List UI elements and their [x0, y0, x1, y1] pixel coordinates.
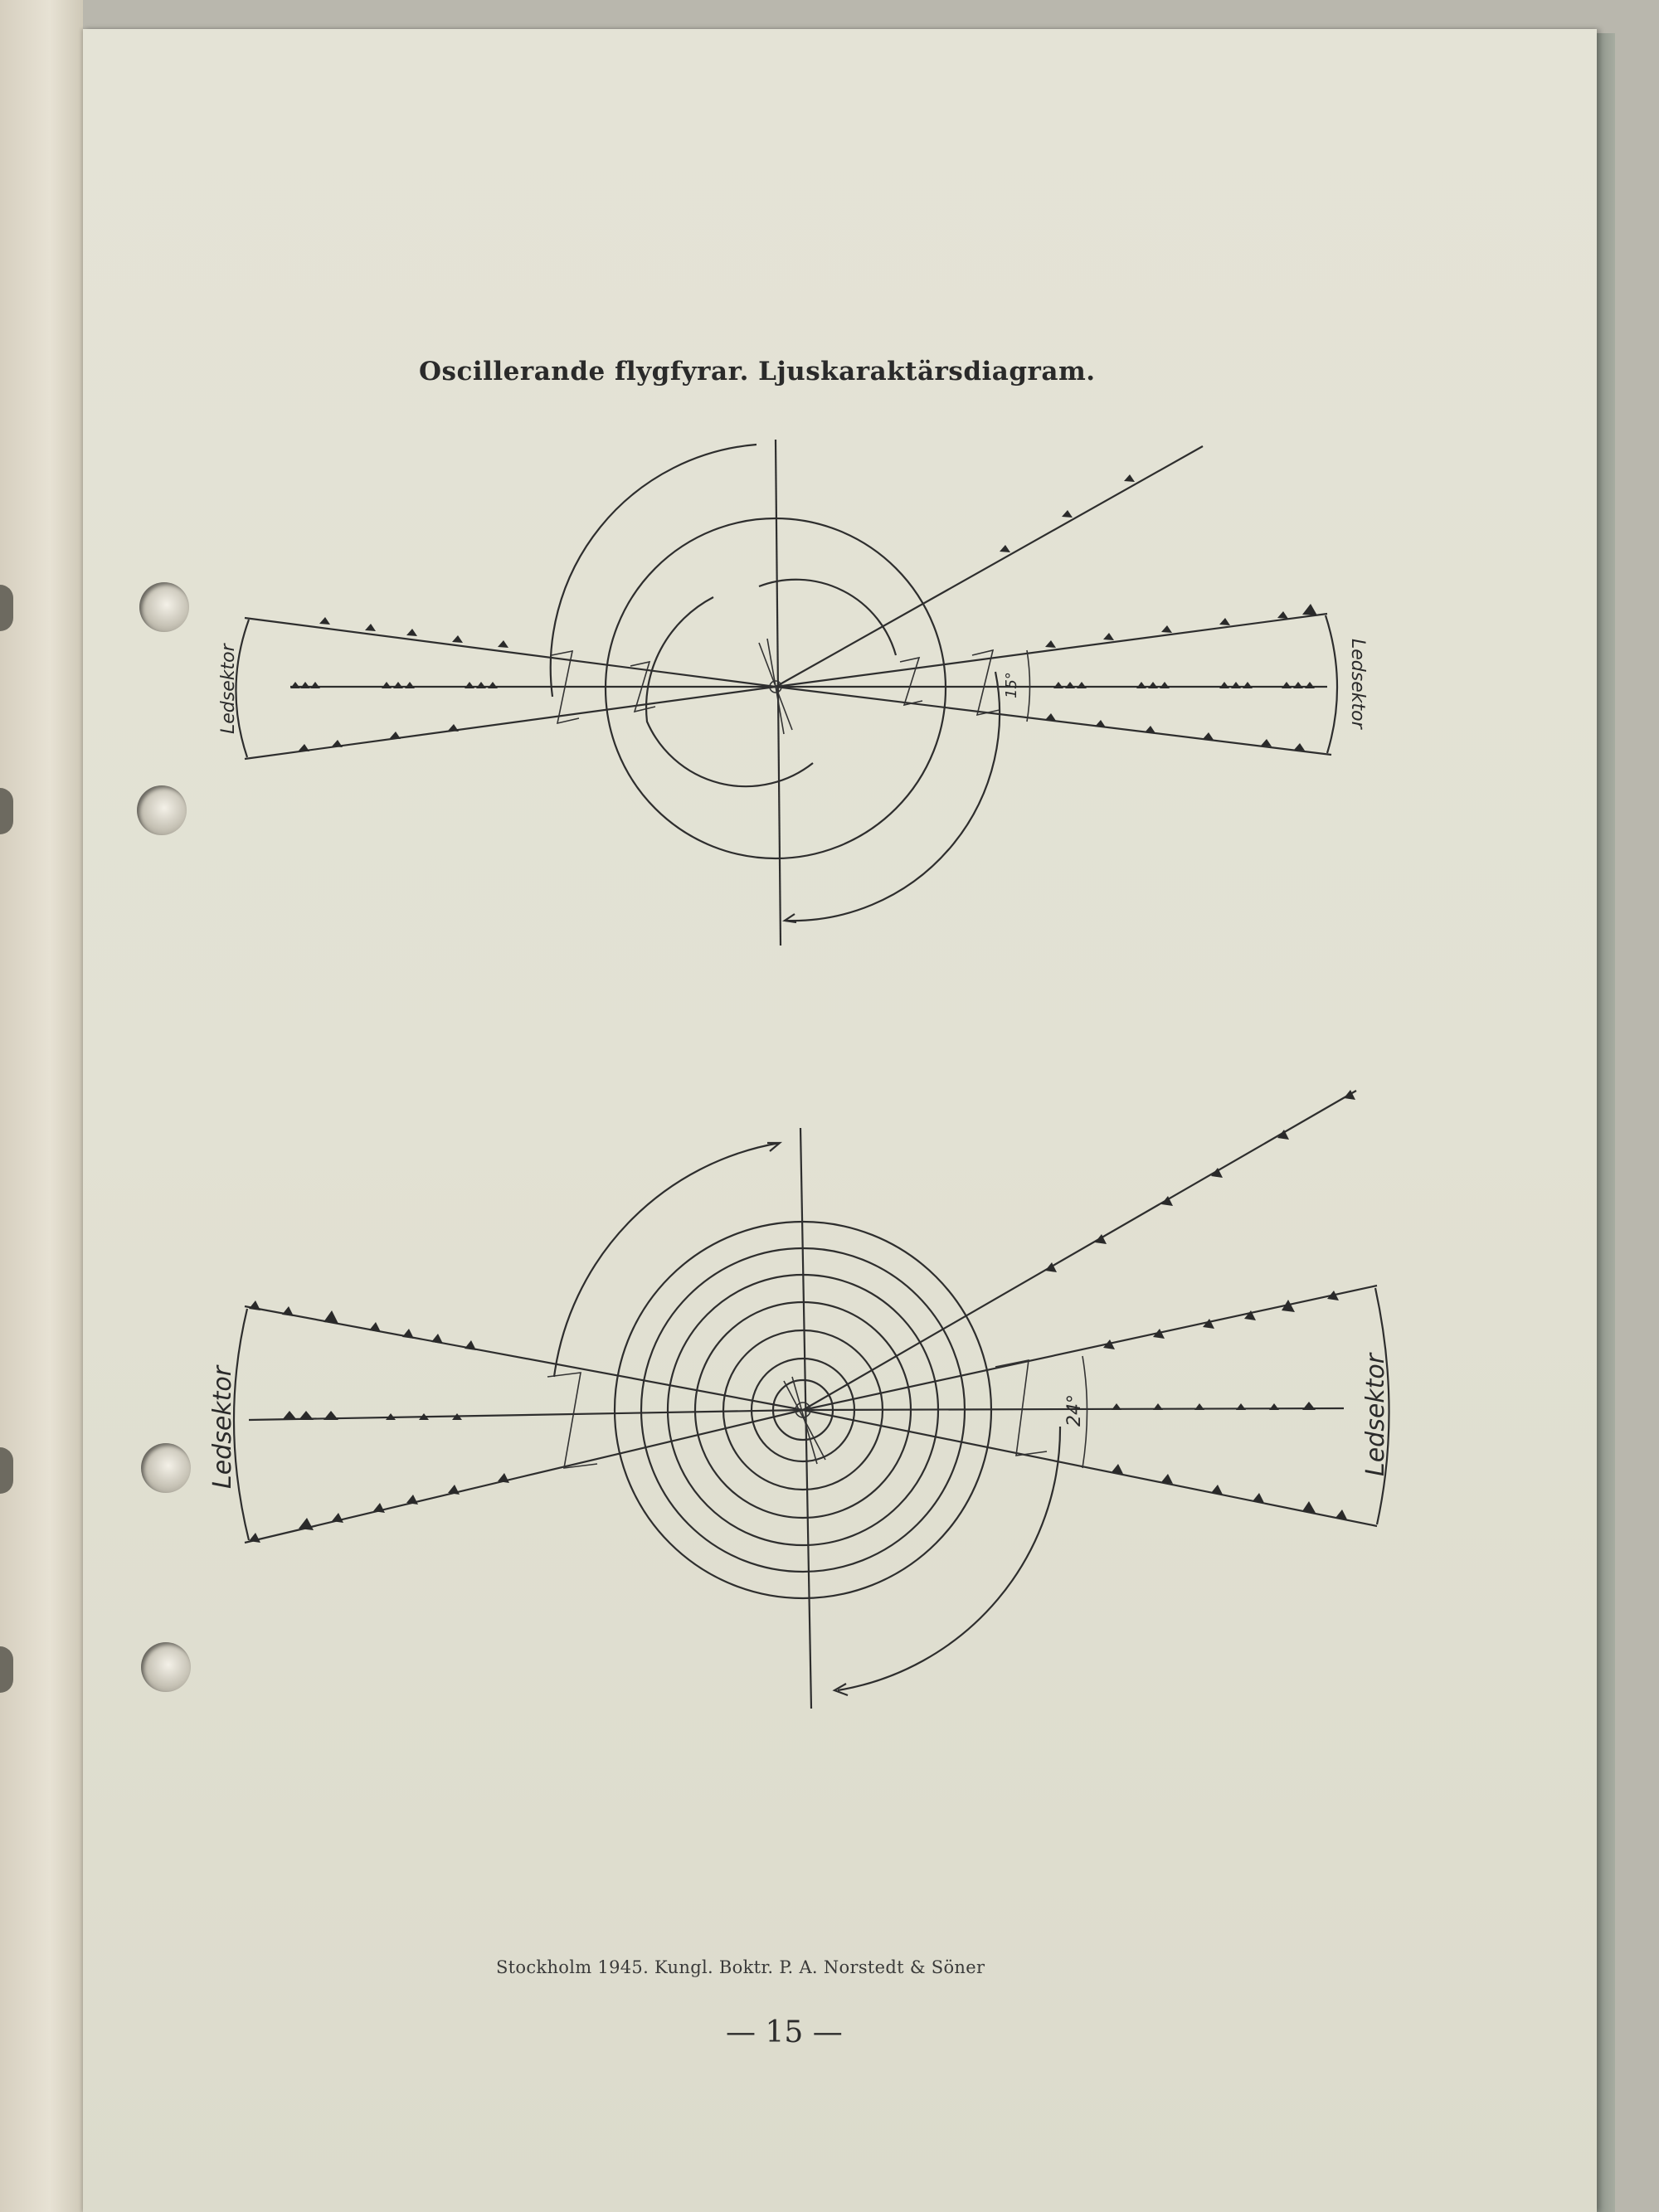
- ray-upper-left-top: [245, 618, 776, 687]
- angle-label-bottom: 24°: [1064, 1394, 1085, 1427]
- inner-spiral-b-top: [646, 597, 813, 786]
- angle-label-top: 15°: [1003, 672, 1020, 698]
- sector-bracket-right-top: [1326, 615, 1337, 753]
- zigzag-2-bottom: [995, 1360, 1047, 1456]
- diagram-bottom: [234, 1090, 1389, 1709]
- ray-lower-right-top: [776, 687, 1331, 755]
- sector-label-left-top: Ledsektor: [218, 644, 239, 734]
- ray-lower-left-top: [245, 687, 776, 759]
- flash-markers-bottom: [249, 1090, 1355, 1543]
- diagram-top: [236, 440, 1337, 946]
- zigzag-1-bottom: [547, 1373, 597, 1468]
- outer-arc-lower-top: [786, 672, 1000, 921]
- flash-markers-top: [290, 474, 1317, 751]
- zigzag-3-top: [900, 658, 922, 705]
- outer-arc-bottom: [554, 1143, 780, 1377]
- ray-diagonal-bottom: [803, 1091, 1356, 1410]
- inner-spiral-a-top: [759, 580, 896, 655]
- vertical-axis-bottom: [800, 1128, 811, 1709]
- ray-lower-right-bottom: [803, 1410, 1377, 1526]
- page-number: — 15 —: [726, 2015, 843, 2049]
- sector-label-right-top: Ledsektor: [1347, 639, 1368, 729]
- ray-lower-left-bottom: [245, 1410, 803, 1543]
- sector-label-left-bottom: Ledsektor: [208, 1365, 237, 1489]
- page-title: Oscillerande flygfyrar. Ljuskaraktärsdiagram.: [419, 357, 1096, 386]
- outer-arc-lower-bottom: [838, 1427, 1060, 1690]
- ray-upper-right-top: [776, 614, 1327, 687]
- printer-imprint: Stockholm 1945. Kungl. Boktr. P. A. Norstedt & Söner: [496, 1957, 985, 1977]
- ray-upper-right-bottom: [803, 1286, 1377, 1410]
- sector-label-right-bottom: Ledsektor: [1361, 1353, 1390, 1476]
